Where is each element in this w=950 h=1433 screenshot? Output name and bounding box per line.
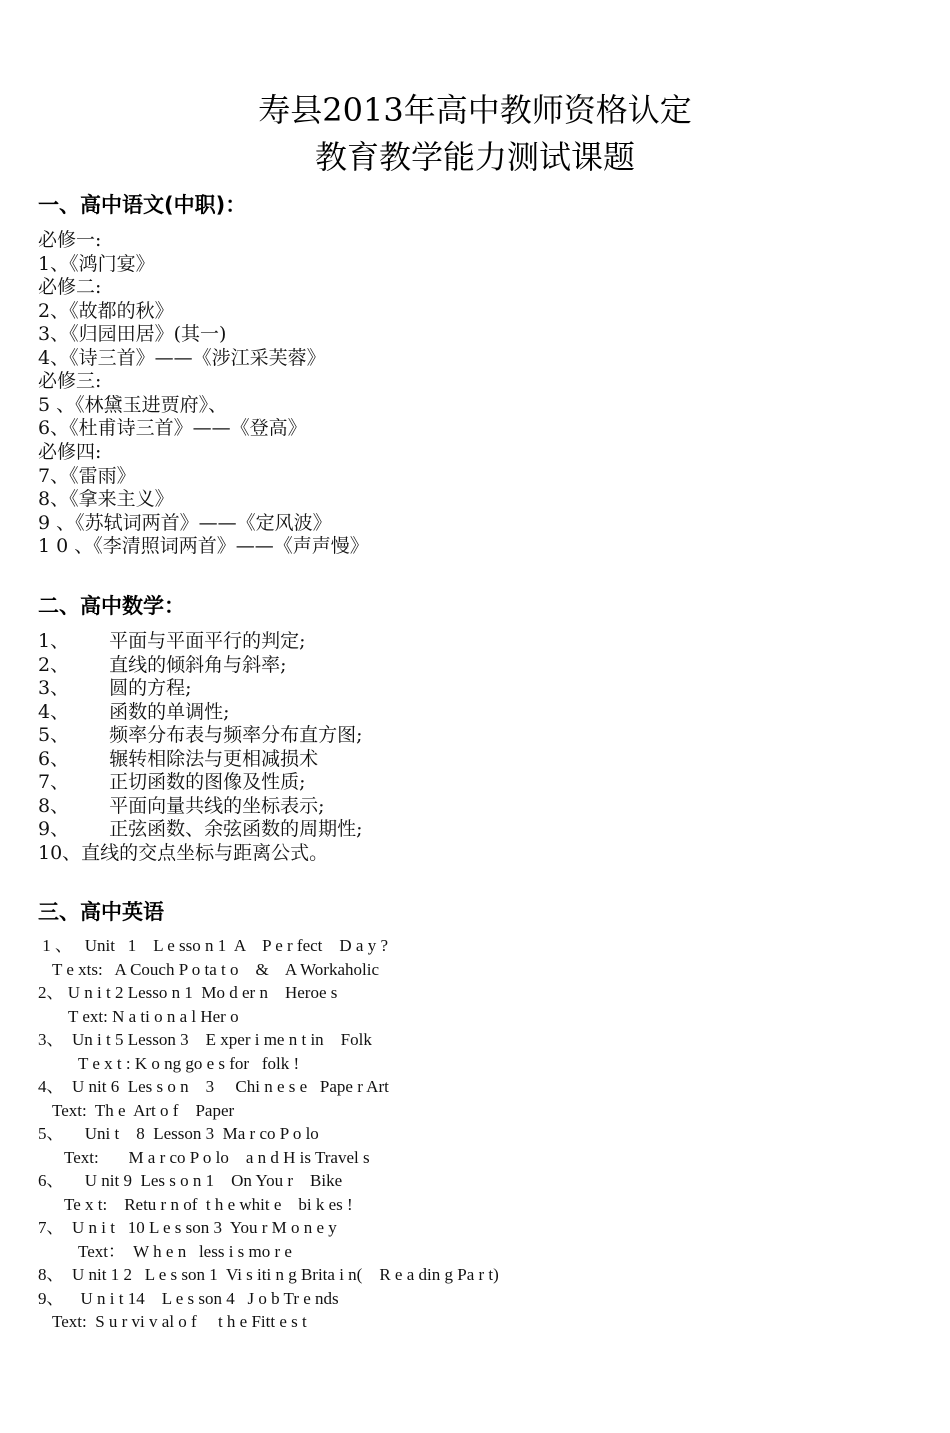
math-item-text: 圆的方程;	[109, 677, 192, 699]
chinese-line: 2、《故都的秋》	[38, 300, 174, 322]
math-item-text: 平面与平面平行的判定;	[109, 630, 306, 652]
chinese-line: 1、《鸿门宴》	[38, 253, 155, 275]
chinese-line: 必修二:	[38, 276, 102, 298]
chinese-line: 必修一:	[38, 229, 102, 251]
document-title-line2: 教育教学能力测试课题	[314, 138, 635, 176]
chinese-line: 3、《归园田居》(其一)	[38, 323, 227, 345]
math-item-number: 7、	[38, 771, 70, 793]
math-item: 10、直线的交点坐标与距离公式。	[38, 842, 329, 864]
english-line: 4、 U nit 6 Les s o n 3 Chi n e s e Pape r Art	[38, 1077, 389, 1096]
english-line: 7、 U n i t 10 L e s son 3 You r M o n e y	[38, 1218, 337, 1237]
english-line: 5、 Uni t 8 Lesson 3 Ma r co P o lo	[38, 1124, 319, 1143]
math-item	[38, 817, 363, 841]
chinese-line: 必修三:	[38, 370, 102, 392]
chinese-line: 必修四:	[38, 441, 102, 463]
chinese-line: 4、《诗三首》——《涉江采芙蓉》	[38, 347, 326, 369]
english-line: Te x t: Retu r n of t h e whit e bi k es !	[64, 1195, 353, 1214]
math-item-number: 1、	[38, 630, 70, 652]
section-heading-chinese: 一、高中语文(中职)：	[38, 193, 247, 217]
math-item-number: 4、	[38, 701, 70, 723]
math-item-number: 2、	[38, 654, 70, 676]
math-item	[38, 676, 192, 700]
math-item-text: 辗转相除法与更相减损术	[109, 748, 319, 770]
english-line: 2、 U n i t 2 Lesso n 1 Mo d er n Heroe s	[38, 983, 338, 1002]
math-item-text: 函数的单调性;	[109, 701, 230, 723]
english-line: Text: Th e Art o f Paper	[52, 1101, 235, 1120]
math-item-text: 正切函数的图像及性质;	[109, 771, 306, 793]
chinese-line: 9 、《苏轼词两首》——《定风波》	[38, 512, 332, 534]
math-item-number: 9、	[38, 818, 70, 840]
english-line: 8、 U nit 1 2 L e s son 1 Vi s iti n g Brita i n( R e a din g Pa r t)	[38, 1265, 499, 1284]
english-line: 6、 U nit 9 Les s o n 1 On You r Bike	[38, 1171, 343, 1190]
document-title-line1: 寿县2013年高中教师资格认定	[258, 91, 692, 129]
chinese-line: 5 、《林黛玉进贾府》、	[38, 394, 228, 416]
math-item-number: 5、	[38, 724, 70, 746]
math-item-number: 3、	[38, 677, 70, 699]
english-line: Text： W h e n less i s mo r e	[78, 1242, 292, 1261]
english-line: Text: S u r vi v al o f t h e Fitt e s t	[52, 1312, 307, 1331]
math-item-number: 8、	[38, 795, 70, 817]
chinese-line: 1 0 、《李清照词两首》——《声声慢》	[38, 535, 369, 557]
english-line: 3、 Un i t 5 Lesson 3 E xper i me n t in Folk	[38, 1030, 372, 1049]
chinese-line: 7、《雷雨》	[38, 465, 136, 487]
chinese-line: 8、《拿来主义》	[38, 488, 174, 510]
english-line: T e xts: A Couch P o ta t o & A Workaholic	[52, 960, 379, 979]
section-heading-english: 三、高中英语	[38, 900, 164, 924]
math-item	[38, 653, 287, 677]
math-item-text: 频率分布表与频率分布直方图;	[109, 724, 363, 746]
english-line: 9、 U n i t 14 L e s son 4 J o b Tr e nds	[38, 1289, 339, 1308]
chinese-line: 6、《杜甫诗三首》——《登高》	[38, 417, 307, 439]
math-item-text: 平面向量共线的坐标表示;	[109, 795, 325, 817]
english-line: T ext: N a ti o n a l Her o	[68, 1007, 239, 1026]
math-item	[38, 700, 230, 724]
math-item-text: 正弦函数、余弦函数的周期性;	[109, 818, 363, 840]
math-item	[38, 629, 306, 653]
math-item	[38, 794, 325, 818]
math-item-number: 6、	[38, 748, 70, 770]
math-item	[38, 723, 363, 747]
english-line: Text: M a r co P o lo a n d H is Travel s	[64, 1148, 370, 1167]
english-line: T e x t : K o ng go e s for folk !	[78, 1054, 300, 1073]
math-item	[38, 770, 306, 794]
section-heading-math: 二、高中数学：	[38, 594, 185, 618]
math-item-text: 直线的倾斜角与斜率;	[109, 654, 287, 676]
math-item	[38, 747, 318, 771]
english-line: 1 、 Unit 1 L e sso n 1 A P e r fect D a y ?	[38, 936, 389, 955]
